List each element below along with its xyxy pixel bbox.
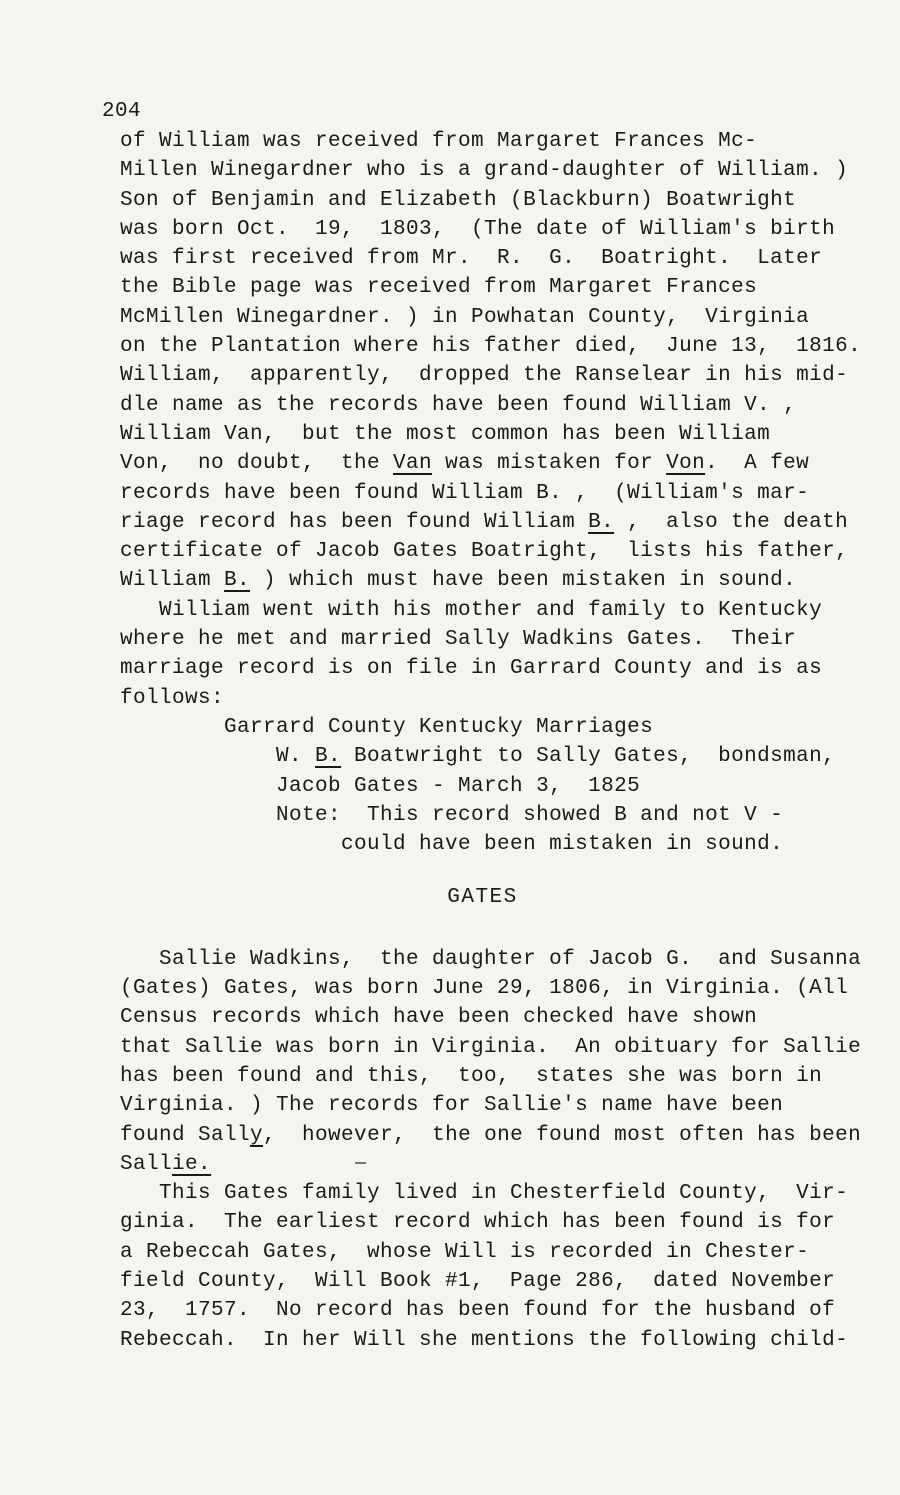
page-number: 204 (102, 100, 142, 123)
text-line: found Sally, however, the one found most often has been (120, 1123, 862, 1147)
text-line: records have been found William B. , (William's mar- (120, 481, 810, 505)
underlined-text: B. (588, 510, 615, 534)
text-line: Census records which have been checked have shown (120, 1006, 758, 1030)
text-line: where he met and married Sally Wadkins Gates. Their (120, 628, 797, 652)
text-line: was first received from Mr. R. G. Boatright. Later (120, 247, 823, 271)
text-line: W. B. Boatwright to Sally Gates, bondsman, (120, 745, 836, 769)
underlined-text: B. (315, 745, 342, 769)
stray-mark (355, 1162, 366, 1164)
text-line: field County, Will Book #1, Page 286, dated November (120, 1269, 836, 1293)
text-line: This Gates family lived in Chesterfield County, Vir- (120, 1182, 849, 1206)
text-line: riage record has been found William B. , also the death (120, 510, 849, 534)
page-text (120, 127, 885, 1355)
text-line: Millen Winegardner who is a grand-daughter of William. ) (120, 159, 849, 183)
text-line: (Gates) Gates, was born June 29, 1806, in Virginia. (All (120, 977, 849, 1001)
text-line: Sallie. (120, 1152, 212, 1176)
text-line: of William was received from Margaret Frances Mc- (120, 130, 758, 153)
underlined-text: B. (224, 569, 251, 593)
text-line: follows: (120, 686, 225, 710)
text-line: Jacob Gates - March 3, 1825 (120, 774, 641, 798)
text-line: marriage record is on file in Garrard County and is as (120, 657, 823, 681)
text-line: Sallie Wadkins, the daughter of Jacob G. and Susanna (120, 947, 862, 971)
text-line: a Rebeccah Gates, whose Will is recorded in Chester- (120, 1240, 810, 1264)
text-line: the Bible page was received from Margaret Frances (120, 276, 758, 300)
underlined-text: Van (393, 452, 433, 476)
text-line: ginia. The earliest record which has been found is for (120, 1211, 836, 1235)
text-line: William went with his mother and family to Kentucky (120, 598, 823, 622)
text-line: William B. ) which must have been mistaken in sound. (120, 569, 797, 593)
paragraph (120, 945, 885, 1179)
text-line: 23, 1757. No record has been found for the husband of (120, 1299, 836, 1323)
text-line: Note: This record showed B and not V - (120, 803, 784, 827)
text-line: certificate of Jacob Gates Boatright, lists his father, (120, 540, 849, 564)
text-line: dle name as the records have been found William V. , (120, 393, 797, 417)
text-line: Rebeccah. In her Will she mentions the following child- (120, 1328, 849, 1352)
underlined-text: y (250, 1123, 264, 1147)
text-line: could have been mistaken in sound. (120, 833, 784, 857)
paragraph (120, 127, 885, 596)
text-line: McMillen Winegardner. ) in Powhatan County, Virginia (120, 305, 810, 329)
paragraph (120, 596, 885, 713)
text-line: Virginia. ) The records for Sallie's name have been (120, 1094, 784, 1118)
text-line: Son of Benjamin and Elizabeth (Blackburn) Boatwright (120, 188, 797, 212)
underlined-text: Von (666, 452, 706, 476)
text-line: was born Oct. 19, 1803, (The date of William's birth (120, 217, 836, 241)
underlined-text: ie. (172, 1152, 212, 1176)
text-line: William, apparently, dropped the Ranselear in his mid- (120, 364, 849, 388)
paragraph (120, 713, 885, 859)
text-line: that Sallie was born in Virginia. An obituary for Sallie (120, 1035, 862, 1059)
text-line: has been found and this, too, states she was born in (120, 1064, 823, 1088)
text-line: Von, no doubt, the Van was mistaken for Von. A few (120, 452, 810, 476)
paragraph (120, 1179, 885, 1355)
text-line: Garrard County Kentucky Marriages (120, 715, 654, 739)
text-line: William Van, but the most common has been William (120, 422, 771, 446)
section-heading: GATES (447, 886, 518, 910)
text-line: on the Plantation where his father died, June 13, 1816. (120, 335, 862, 359)
